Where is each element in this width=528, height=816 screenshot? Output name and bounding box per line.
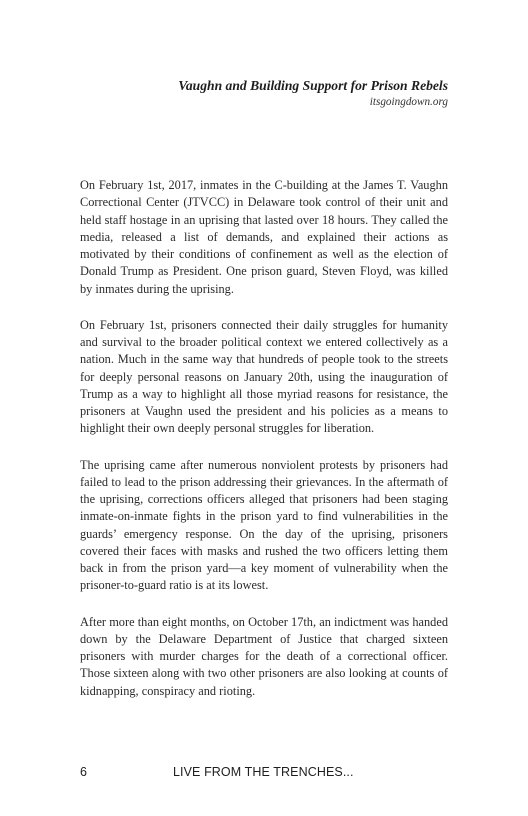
paragraph-1: On February 1st, 2017, inmates in the C-building at the James T. Vaughn Correctional Center (JTVCC) in Delaware took control of their unit and held staff hostage in an uprising that lasted over 18 hours. They called the media, released a list of demands, and explained their actions as motivated by their conditions of confinement as well as the election of Donald Trump as President. One prison guard, Steven Floyd, was killed by inmates during the uprising. xyxy=(80,178,448,296)
paragraph-4: After more than eight months, on October 17th, an indictment was handed down by the Delaware Department of Justice that charged sixteen prisoners with murder charges for the death of a correctional officer. Those sixteen along with two other prisoners are also looking at counts of kidnapping, conspiracy and rioting. xyxy=(80,614,448,698)
page-number: 6 xyxy=(80,765,87,779)
paragraph-2: On February 1st, prisoners connected their daily struggles for humanity and survival to the broader political context we entered collectively as a nation. Much in the same way that hundreds of people took to the streets for deeply personal reasons on January 20th, using the inauguration of Trump as a way to highlight all those myriad reasons for resistance, the prisoners at Vaughn used the president and his policies as a means to highlight their own deeply personal struggles for liberation. xyxy=(80,317,448,436)
paragraph-3: The uprising came after numerous nonviolent protests by prisoners had failed to lead to the prison addressing their grievances. In the aftermath of the uprising, corrections officers alleged that prisoners had been staging inmate-on-inmate fights in the prison yard to find vulnerabilities in the guards’ emergency response. On the day of the uprising, prisoners covered their faces with masks and rushed the two officers letting them back in from the prison yard—a key moment of vulnerability when the prisoner-to-guard ratio is at its lowest. xyxy=(80,457,448,593)
article-title: Vaughn and Building Support for Prison Rebels xyxy=(178,78,448,93)
running-footer-title: LIVE FROM THE TRENCHES... xyxy=(173,765,354,779)
article-body xyxy=(80,177,448,719)
article-source: itsgoingdown.org xyxy=(369,96,448,108)
